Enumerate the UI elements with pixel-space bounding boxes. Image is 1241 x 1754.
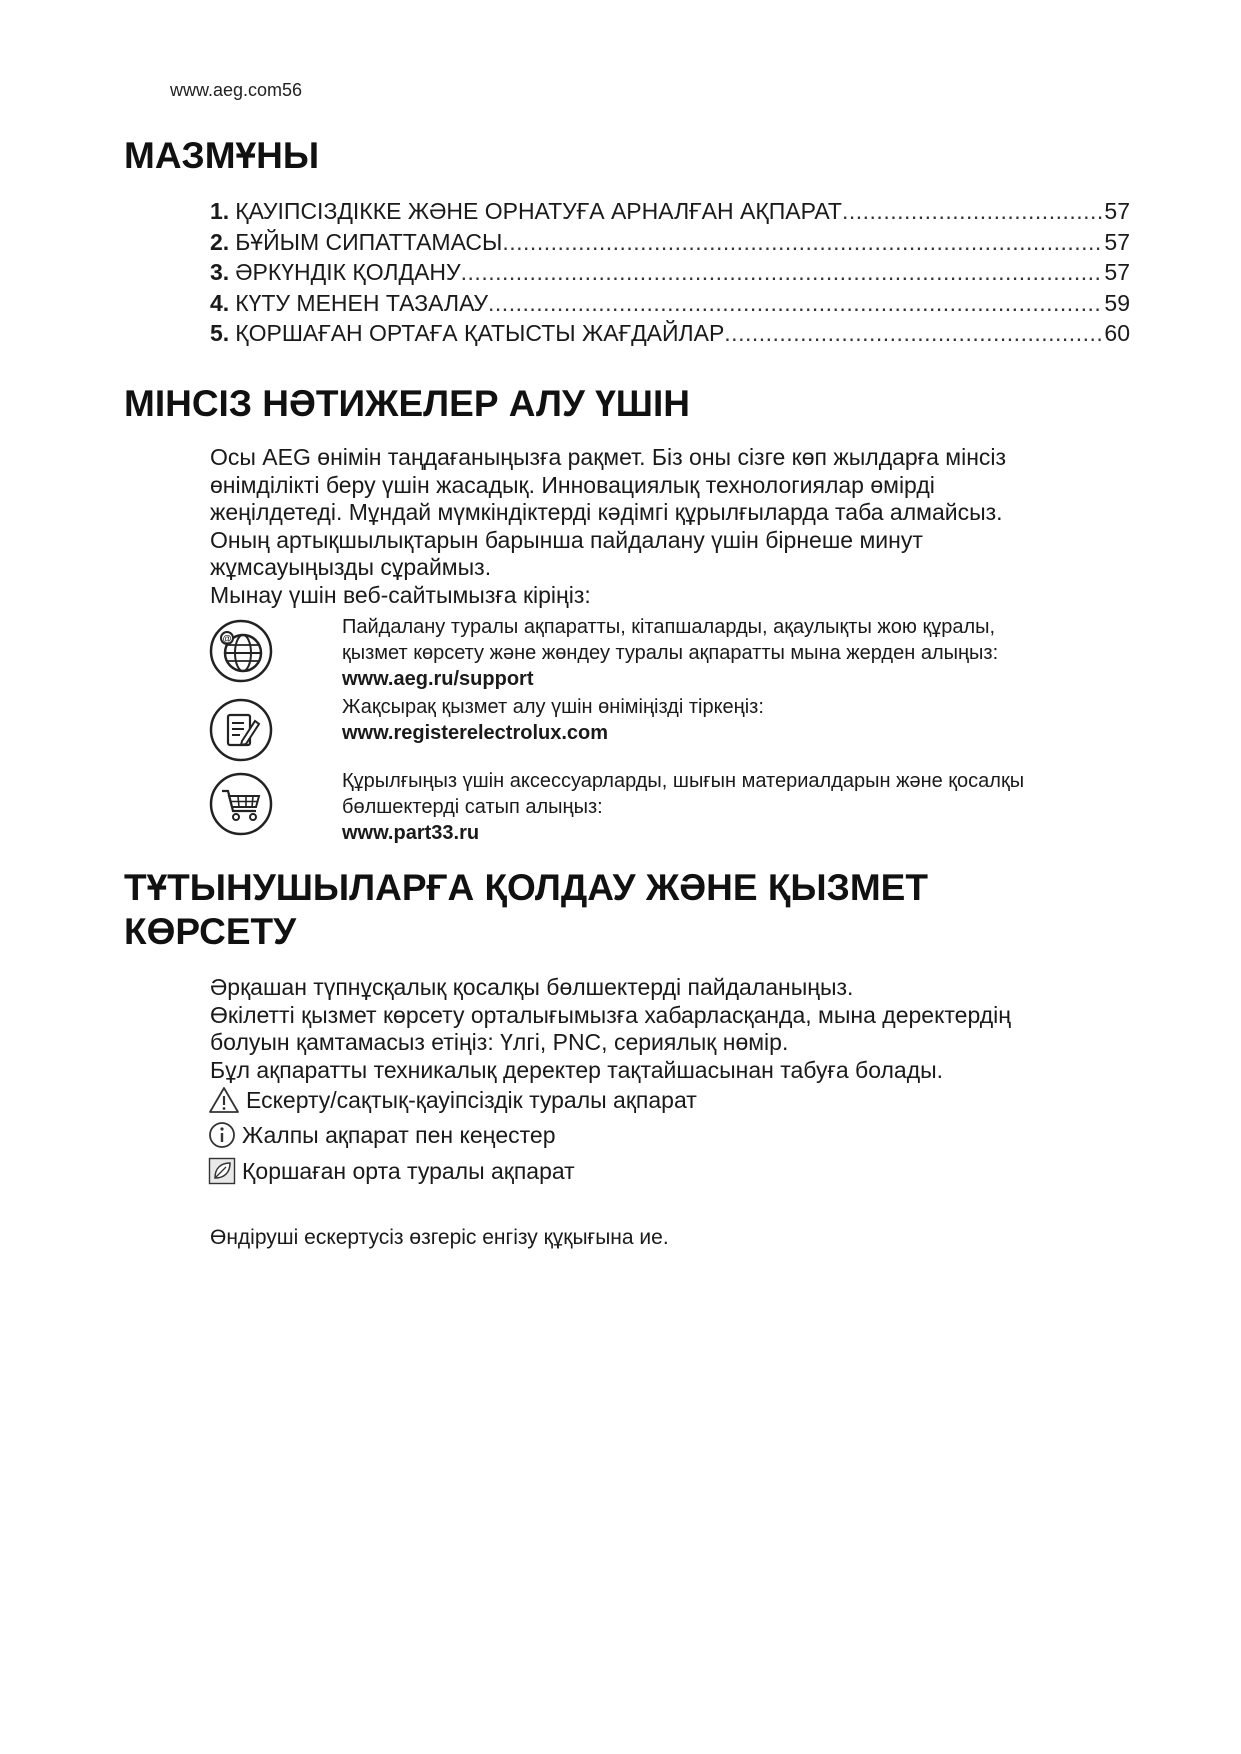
legend-label: Жалпы ақпарат пен кеңестер — [242, 1121, 556, 1148]
link-description-line: бөлшектерді сатып алыңыз: — [342, 796, 603, 818]
toc-item[interactable] — [210, 198, 1130, 229]
toc-item[interactable] — [210, 229, 1130, 260]
link-description-line: Құрылғыңыз үшін аксессуарларды, шығын материалдарын және қосалқы — [342, 770, 1025, 792]
support-link-block — [342, 614, 1122, 692]
link-description-line: қызмет көрсету және жөндеу туралы ақпаратты мына жерден алыңыз: — [342, 642, 999, 664]
intro-line: жеңілдетеді. Мұндай мүмкіндіктерді кәдімгі құрылғыларда таба алмайсыз. — [210, 499, 1003, 525]
legend-environment — [208, 1157, 575, 1185]
warning-icon — [208, 1086, 240, 1114]
toc-leader-dots — [502, 229, 1102, 256]
toc-item-number: 5. — [210, 320, 230, 346]
toc-item-number: 4. — [210, 289, 230, 316]
toc-item-page: 57 — [1104, 228, 1130, 255]
toc-item[interactable] — [210, 320, 1130, 351]
globe-icon — [208, 618, 278, 688]
legend-info — [208, 1121, 556, 1149]
intro-line: Оның артықшылықтарын барынша пайдалану үшін бірнеше минут — [210, 526, 923, 553]
support-line: болуын қамтамасыз етіңіз: Үлгі, PNC, сериялық нөмір. — [210, 1029, 789, 1055]
link-description-line: Жақсырақ қызмет алу үшін өніміңізді тіркеңіз: — [342, 696, 764, 718]
toc-leader-dots — [842, 198, 1102, 225]
intro-line: жұмсауыңызды сұраймыз. — [210, 554, 492, 580]
toc-item-page: 57 — [1104, 198, 1130, 224]
info-icon — [208, 1121, 236, 1149]
register-link-block — [342, 694, 1122, 746]
toc-leader-dots — [488, 290, 1102, 317]
toc-item[interactable] — [210, 259, 1130, 290]
toc-title: МАЗМҰНЫ — [124, 135, 320, 176]
svg-text:@: @ — [222, 633, 232, 644]
toc-item-page: 60 — [1104, 320, 1130, 346]
register-link[interactable]: www.registerelectrolux.com — [342, 722, 609, 744]
toc-item-number: 2. — [210, 228, 230, 255]
link-description-line: Пайдалану туралы ақпаратты, кітапшаларды, ақаулықты жою құралы, — [342, 616, 996, 638]
legend-label: Ескерту/сақтық-қауіпсіздік туралы ақпарат — [246, 1086, 697, 1113]
legend-label: Қоршаған орта туралы ақпарат — [242, 1157, 575, 1184]
toc-item-label: КҮТУ МЕНЕН ТАЗАЛАУ — [235, 289, 489, 316]
registration-icon — [208, 697, 278, 767]
table-of-contents — [210, 198, 1130, 351]
support-text — [210, 974, 1120, 1084]
support-title-line: КӨРСЕТУ — [124, 911, 297, 952]
legend-warning — [208, 1086, 697, 1114]
parts-link[interactable]: www.part33.ru — [342, 822, 480, 844]
toc-item[interactable] — [210, 290, 1130, 321]
disclaimer: Өндіруші ескертусіз өзгеріс енгізу құқығына ие. — [210, 1226, 669, 1249]
support-line: Бұл ақпаратты техникалық деректер тақтайшасынан табуға болады. — [210, 1056, 944, 1083]
toc-item-label: ӘРКҮНДІК ҚОЛДАНУ — [235, 259, 461, 285]
toc-item-label: ҚАУІПСІЗДІККЕ ЖӘНЕ ОРНАТУҒА АРНАЛҒАН АҚПАРАТ — [235, 198, 842, 224]
support-line: Өкілетті қызмет көрсету орталығымызға хабарласқанда, мына деректердің — [210, 1001, 1011, 1028]
support-title — [124, 866, 1024, 954]
leaf-icon — [208, 1157, 236, 1185]
best-results-title: МІНСІЗ НӘТИЖЕЛЕР АЛУ ҮШІН — [124, 383, 690, 424]
intro-line: Мынау үшін веб-сайтымызға кіріңіз: — [210, 581, 591, 608]
toc-item-page: 57 — [1104, 259, 1130, 285]
toc-item-page: 59 — [1104, 289, 1130, 316]
toc-item-label: БҰЙЫМ СИПАТТАМАСЫ — [235, 228, 503, 255]
toc-item-number: 1. — [210, 198, 230, 224]
toc-leader-dots — [461, 259, 1103, 286]
toc-leader-dots — [724, 320, 1102, 347]
intro-line: Осы AEG өнімін таңдағаныңызға рақмет. Біз оны сізге көп жылдарға мінсіз — [210, 444, 1007, 470]
toc-item-label: ҚОРШАҒАН ОРТАҒА ҚАТЫСТЫ ЖАҒДАЙЛАР — [235, 320, 725, 346]
toc-item-number: 3. — [210, 259, 230, 285]
intro-text — [210, 444, 1110, 609]
support-title-line: ТҰТЫНУШЫЛАРҒА ҚОЛДАУ ЖӘНЕ ҚЫЗМЕТ — [124, 867, 928, 908]
shopping-cart-icon — [208, 771, 278, 841]
parts-link-block — [342, 768, 1122, 846]
intro-line: өнімділікті беру үшін жасадық. Инновациялық технологиялар өмірді — [210, 471, 935, 498]
support-link[interactable]: www.aeg.ru/support — [342, 668, 534, 690]
header-url: www.aeg.com56 — [170, 80, 303, 100]
support-line: Әрқашан түпнұсқалық қосалқы бөлшектерді пайдаланыңыз. — [210, 974, 854, 1000]
